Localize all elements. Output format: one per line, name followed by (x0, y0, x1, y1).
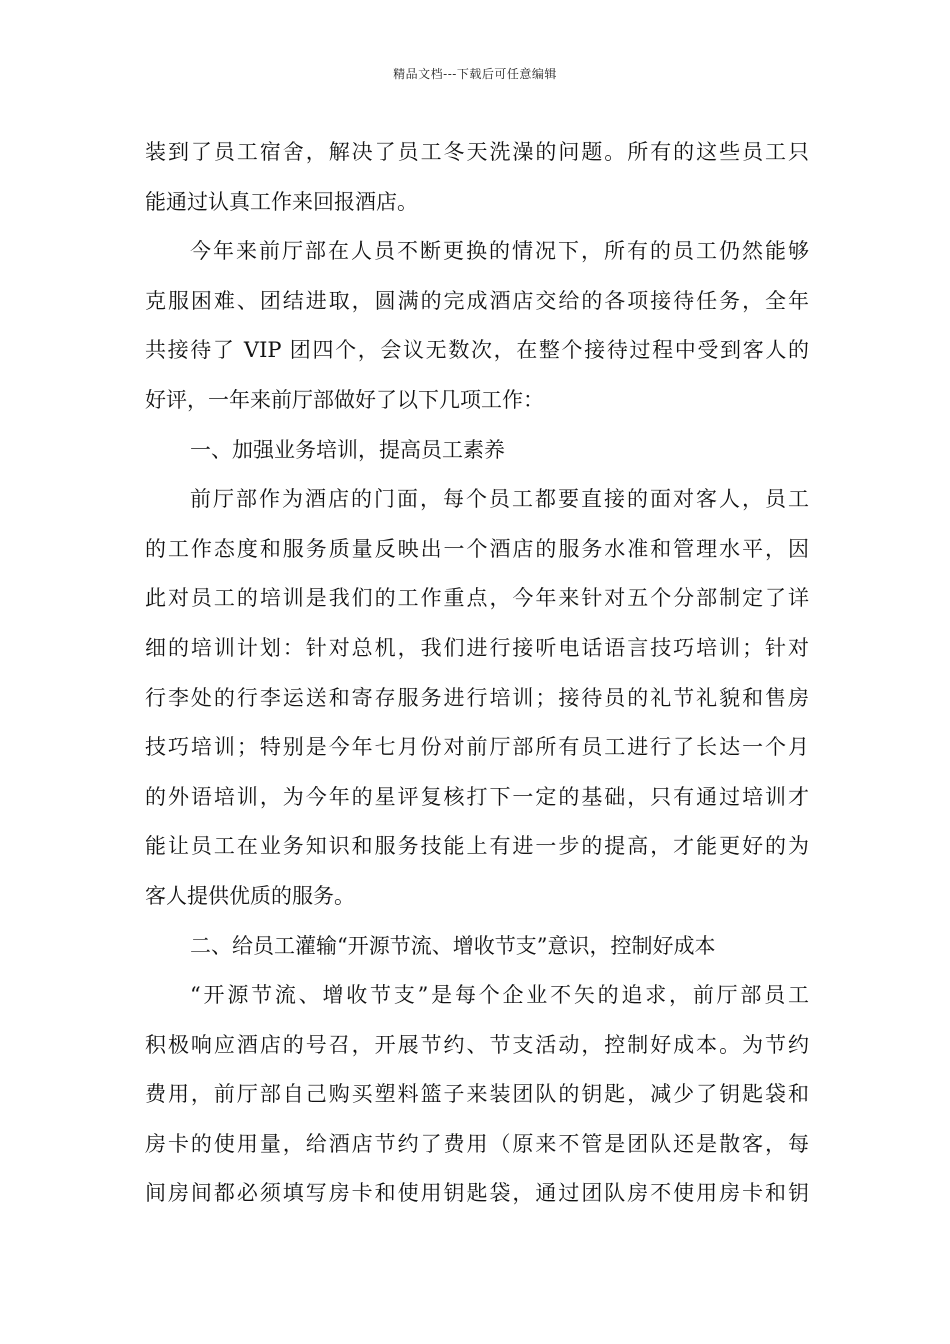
text-line: 行李处的行李运送和寄存服务进行培训；接待员的礼节礼貌和售房 (145, 685, 809, 710)
text-line: 能通过认真工作来回报酒店。 (145, 189, 418, 214)
text-line: 房卡的使用量，给酒店节约了费用（原来不管是团队还是散客，每 (145, 1131, 809, 1156)
text-line: 技巧培训；特别是今年七月份对前厅部所有员工进行了长达一个月 (145, 735, 809, 760)
text-line: 装到了员工宿舍，解决了员工冬天洗澡的问题。所有的这些员工只 (145, 140, 809, 164)
text-line: “开源节流、增收节支”是每个企业不矢的追求，前厅部员工 (190, 983, 809, 1008)
text-line: 克服困难、团结进取，圆满的完成酒店交给的各项接待任务，全年 (145, 288, 809, 313)
text-line: 前厅部作为酒店的门面，每个员工都要直接的面对客人，员工 (190, 487, 809, 512)
text-line: 此对员工的培训是我们的工作重点，今年来针对五个分部制定了详 (145, 586, 809, 611)
text-line: 好评，一年来前厅部做好了以下几项工作： (145, 387, 544, 412)
text-line: 共接待了 VIP 团四个，会议无数次，在整个接待过程中受到客人的 (145, 338, 809, 363)
text-line: 的工作态度和服务质量反映出一个酒店的服务水准和管理水平，因 (145, 536, 809, 561)
text-line: 能让员工在业务知识和服务技能上有进一步的提高，才能更好的为 (145, 834, 809, 859)
text-line: 费用，前厅部自己购买塑料篮子来装团队的钥匙，减少了钥匙袋和 (145, 1082, 809, 1107)
document-body (145, 128, 809, 1219)
text-line: 的外语培训，为今年的星评复核打下一定的基础，只有通过培训才 (145, 784, 809, 809)
text-line: 二、给员工灌输“开源节流、增收节支”意识，控制好成本 (190, 933, 716, 958)
page-header: 精品文档---下载后可任意编辑 (393, 67, 557, 81)
text-line: 间房间都必须填写房卡和使用钥匙袋，通过团队房不使用房卡和钥 (145, 1181, 809, 1206)
text-line: 积极响应酒店的号召，开展节约、节支活动，控制好成本。为节约 (145, 1032, 809, 1057)
text-line: 今年来前厅部在人员不断更换的情况下，所有的员工仍然能够 (190, 239, 809, 264)
text-line: 一、加强业务培训，提高员工素养 (190, 437, 505, 462)
text-line: 细的培训计划：针对总机，我们进行接听电话语言技巧培训；针对 (145, 635, 809, 660)
text-line: 客人提供优质的服务。 (145, 883, 355, 908)
